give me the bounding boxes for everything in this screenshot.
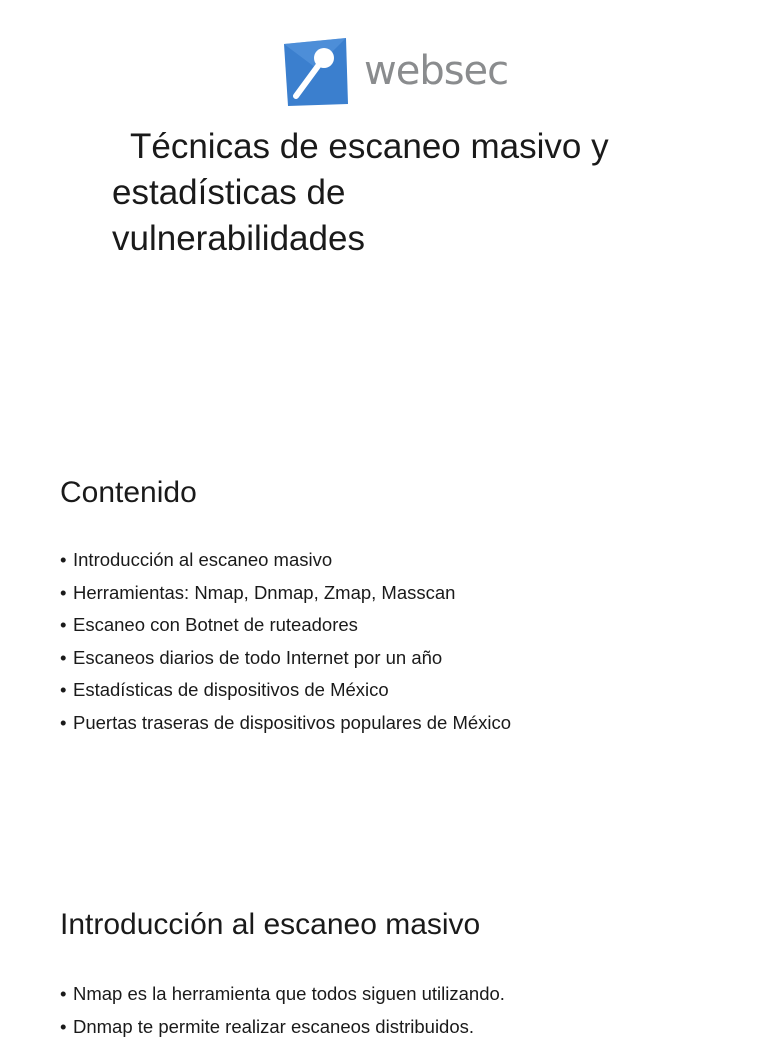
- bullet-text: Dnmap te permite realizar escaneos distribuidos.: [73, 1016, 474, 1037]
- logo-wordmark: websec: [364, 48, 508, 94]
- bullet-icon: •: [60, 646, 66, 670]
- title-line: Técnicas de escaneo masivo y: [112, 124, 672, 170]
- contents-slide: [0, 440, 768, 870]
- bullet-item: [60, 581, 511, 614]
- bullet-list: [60, 982, 505, 1047]
- title-line: estadísticas de: [112, 170, 672, 216]
- presentation-title: [112, 124, 672, 262]
- bullet-item: [60, 646, 511, 679]
- bullet-icon: •: [60, 548, 66, 572]
- bullet-item: [60, 613, 511, 646]
- title-slide: [0, 0, 768, 440]
- bullet-icon: •: [60, 1015, 66, 1039]
- bullet-icon: •: [60, 678, 66, 702]
- bullet-icon: •: [60, 711, 66, 735]
- bullet-icon: •: [60, 982, 66, 1006]
- bullet-item: [60, 982, 505, 1015]
- bullet-text: Herramientas: Nmap, Dnmap, Zmap, Masscan: [73, 582, 455, 603]
- bullet-item: [60, 711, 511, 744]
- bullet-item: [60, 548, 511, 581]
- bullet-item: [60, 678, 511, 711]
- bullet-icon: •: [60, 613, 66, 637]
- websec-logo: [282, 38, 508, 106]
- websec-logo-mark-icon: [282, 38, 350, 106]
- bullet-icon: •: [60, 581, 66, 605]
- bullet-item: [60, 1015, 505, 1047]
- bullet-text: Nmap es la herramienta que todos siguen utilizando.: [73, 983, 505, 1004]
- bullet-text: Escaneos diarios de todo Internet por un año: [73, 647, 442, 668]
- bullet-text: Escaneo con Botnet de ruteadores: [73, 614, 358, 635]
- bullet-text: Estadísticas de dispositivos de México: [73, 679, 389, 700]
- bullet-text: Introducción al escaneo masivo: [73, 549, 332, 570]
- bullet-text: Puertas traseras de dispositivos populares de México: [73, 712, 511, 733]
- title-line: vulnerabilidades: [112, 216, 672, 262]
- slide-heading: Contenido: [60, 476, 197, 510]
- introduction-slide: [0, 870, 768, 1024]
- slide-heading: Introducción al escaneo masivo: [60, 908, 480, 942]
- bullet-list: [60, 548, 511, 743]
